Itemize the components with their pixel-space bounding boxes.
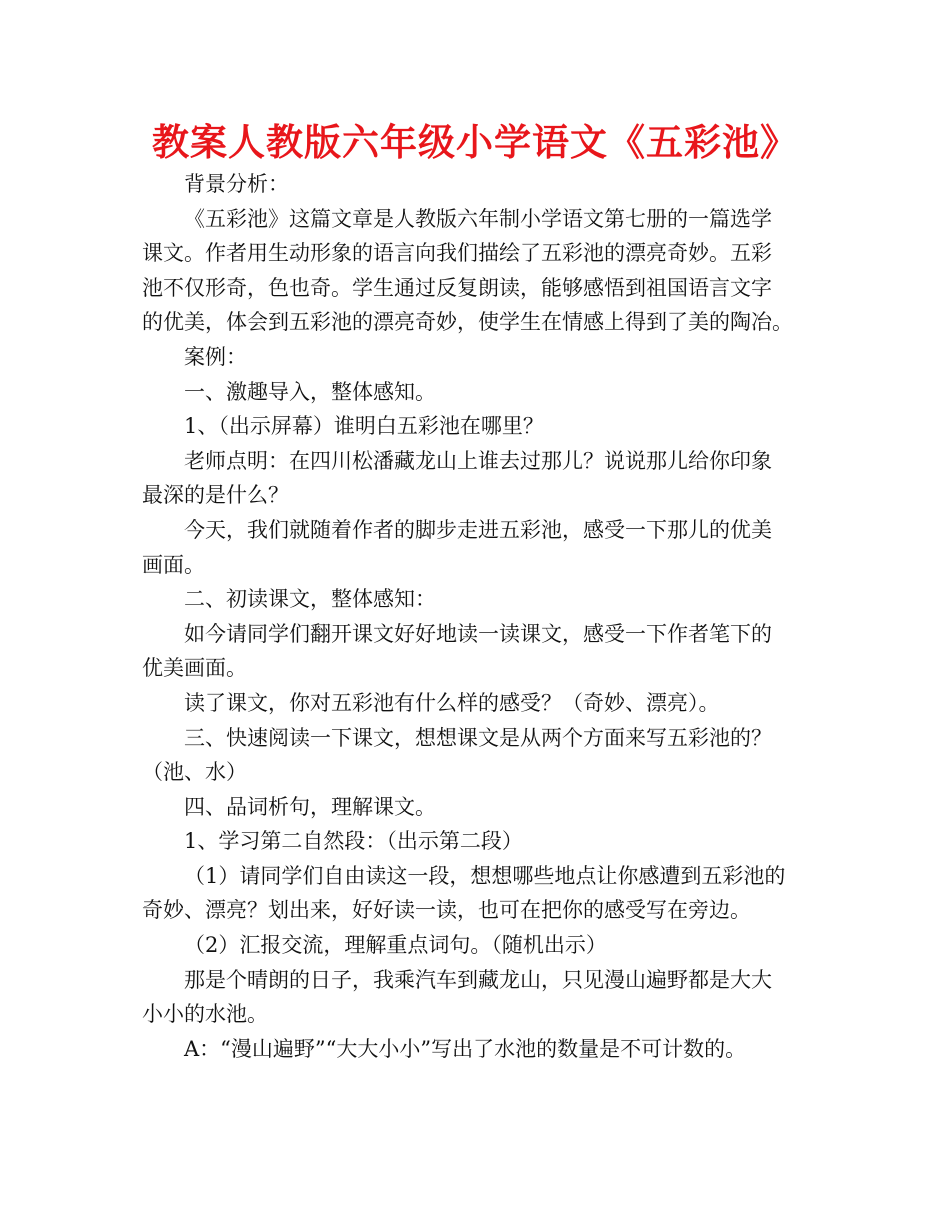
text-line: （2）汇报交流，理解重点词句。（随机出示） xyxy=(184,933,607,958)
text-line: 1、（出示屏幕）谁明白五彩池在哪里？ xyxy=(184,414,544,439)
text-line: 的优美，体会到五彩池的漂亮奇妙，使学生在情感上得到了美的陶冶。 xyxy=(142,310,793,335)
text-line: A：“漫山遍野”“大大小小”写出了水池的数量是不可计数的。 xyxy=(184,1036,747,1061)
text-line: 奇妙、漂亮？划出来，好好读一读，也可在把你的感受写在旁边。 xyxy=(142,898,751,923)
text-line: 如今请同学们翻开课文好好地读一读课文，感受一下作者笔下的 xyxy=(184,621,772,646)
text-line: 优美画面。 xyxy=(142,656,247,681)
text-line: 《五彩池》这篇文章是人教版六年制小学语文第七册的一篇选学 xyxy=(184,206,772,231)
text-line: 三、快速阅读一下课文，想想课文是从两个方面来写五彩池的？ xyxy=(184,725,772,750)
text-line: 那是个晴朗的日子，我乘汽车到藏龙山，只见漫山遍野都是大大 xyxy=(184,967,772,992)
text-line: 池不仅形奇，色也奇。学生通过反复朗读，能够感悟到祖国语言文字 xyxy=(142,275,772,300)
text-line: 小小的水池。 xyxy=(142,1002,268,1027)
text-line: （1）请同学们自由读这一段，想想哪些地点让你感遭到五彩池的 xyxy=(184,863,786,888)
text-line: 背景分析： xyxy=(184,172,289,196)
text-line: 案例： xyxy=(184,344,247,369)
text-line: （池、水） xyxy=(142,760,247,785)
text-line: 今天，我们就随着作者的脚步走进五彩池，感受一下那儿的优美 xyxy=(184,517,772,542)
text-line: 读了课文，你对五彩池有什么样的感受？（奇妙、漂亮）。 xyxy=(184,690,720,715)
text-line: 课文。作者用生动形象的语言向我们描绘了五彩池的漂亮奇妙。五彩 xyxy=(142,241,772,266)
text-line: 最深的是什么？ xyxy=(142,483,289,508)
text-line: 画面。 xyxy=(142,552,205,577)
text-line: 1、学习第二自然段：（出示第二段） xyxy=(184,829,523,854)
text-line: 一、激趣导入，整体感知。 xyxy=(184,379,436,404)
text-line: 老师点明：在四川松潘藏龙山上谁去过那儿？说说那儿给你印象 xyxy=(184,448,772,473)
text-line: 四、品词析句，理解课文。 xyxy=(184,794,436,819)
page-title: 教案人教版六年级小学语文《五彩池》 xyxy=(152,121,798,164)
document-body xyxy=(142,167,810,1066)
text-line: 二、初读课文，整体感知： xyxy=(184,587,436,612)
